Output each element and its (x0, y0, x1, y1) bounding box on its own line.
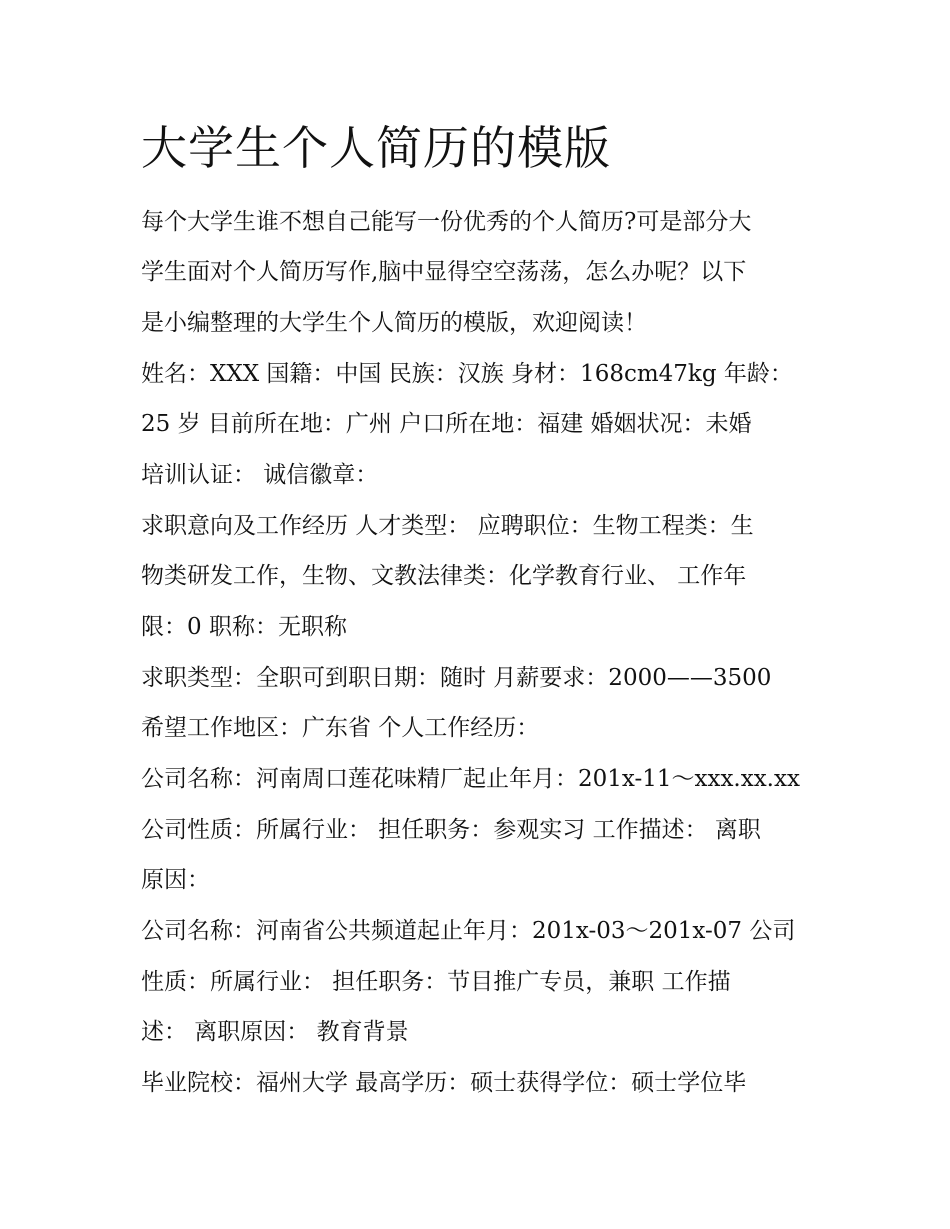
text-line: 公司性质：所属行业： 担任职务：参观实习 工作描述： 离职 (141, 817, 761, 843)
text-line: 限：0 职称：无职称 (141, 614, 347, 640)
text-line: 求职意向及工作经历 人才类型： 应聘职位：生物工程类：生 (141, 513, 754, 539)
text-line: 毕业院校：福州大学 最高学历：硕士获得学位：硕士学位毕 (141, 1070, 747, 1096)
text-line: 公司名称：河南周口莲花味精厂起止年月：201x-11～xxx.xx.xx (141, 766, 800, 792)
text-line: 希望工作地区：广东省 个人工作经历： (141, 715, 540, 741)
text-line: 每个大学生谁不想自己能写一份优秀的个人简历?可是部分大 (141, 209, 752, 235)
text-line: 培训认证： 诚信徽章： (141, 462, 379, 488)
text-line: 公司名称：河南省公共频道起止年月：201x-03～201x-07 公司 (141, 918, 796, 944)
text-line: 物类研发工作，生物、文教法律类：化学教育行业、 工作年 (141, 563, 747, 589)
document-title: 大学生个人简历的模版 (141, 121, 611, 175)
text-line: 述： 离职原因： 教育背景 (141, 1019, 409, 1045)
text-line: 是小编整理的大学生个人简历的模版，欢迎阅读！ (141, 310, 647, 336)
text-line: 25 岁 目前所在地：广州 户口所在地：福建 婚姻状况：未婚 (141, 411, 752, 437)
text-line: 原因： (141, 867, 210, 893)
text-line: 学生面对个人简历写作,脑中显得空空荡荡，怎么办呢？以下 (141, 259, 747, 285)
text-line: 姓名：XXX 国籍：中国 民族：汉族 身材：168cm47kg 年龄： (141, 361, 793, 387)
text-line: 性质：所属行业： 担任职务：节目推广专员，兼职 工作描 (141, 969, 731, 995)
text-line: 求职类型：全职可到职日期：随时 月薪要求：2000——3500 (141, 665, 772, 691)
